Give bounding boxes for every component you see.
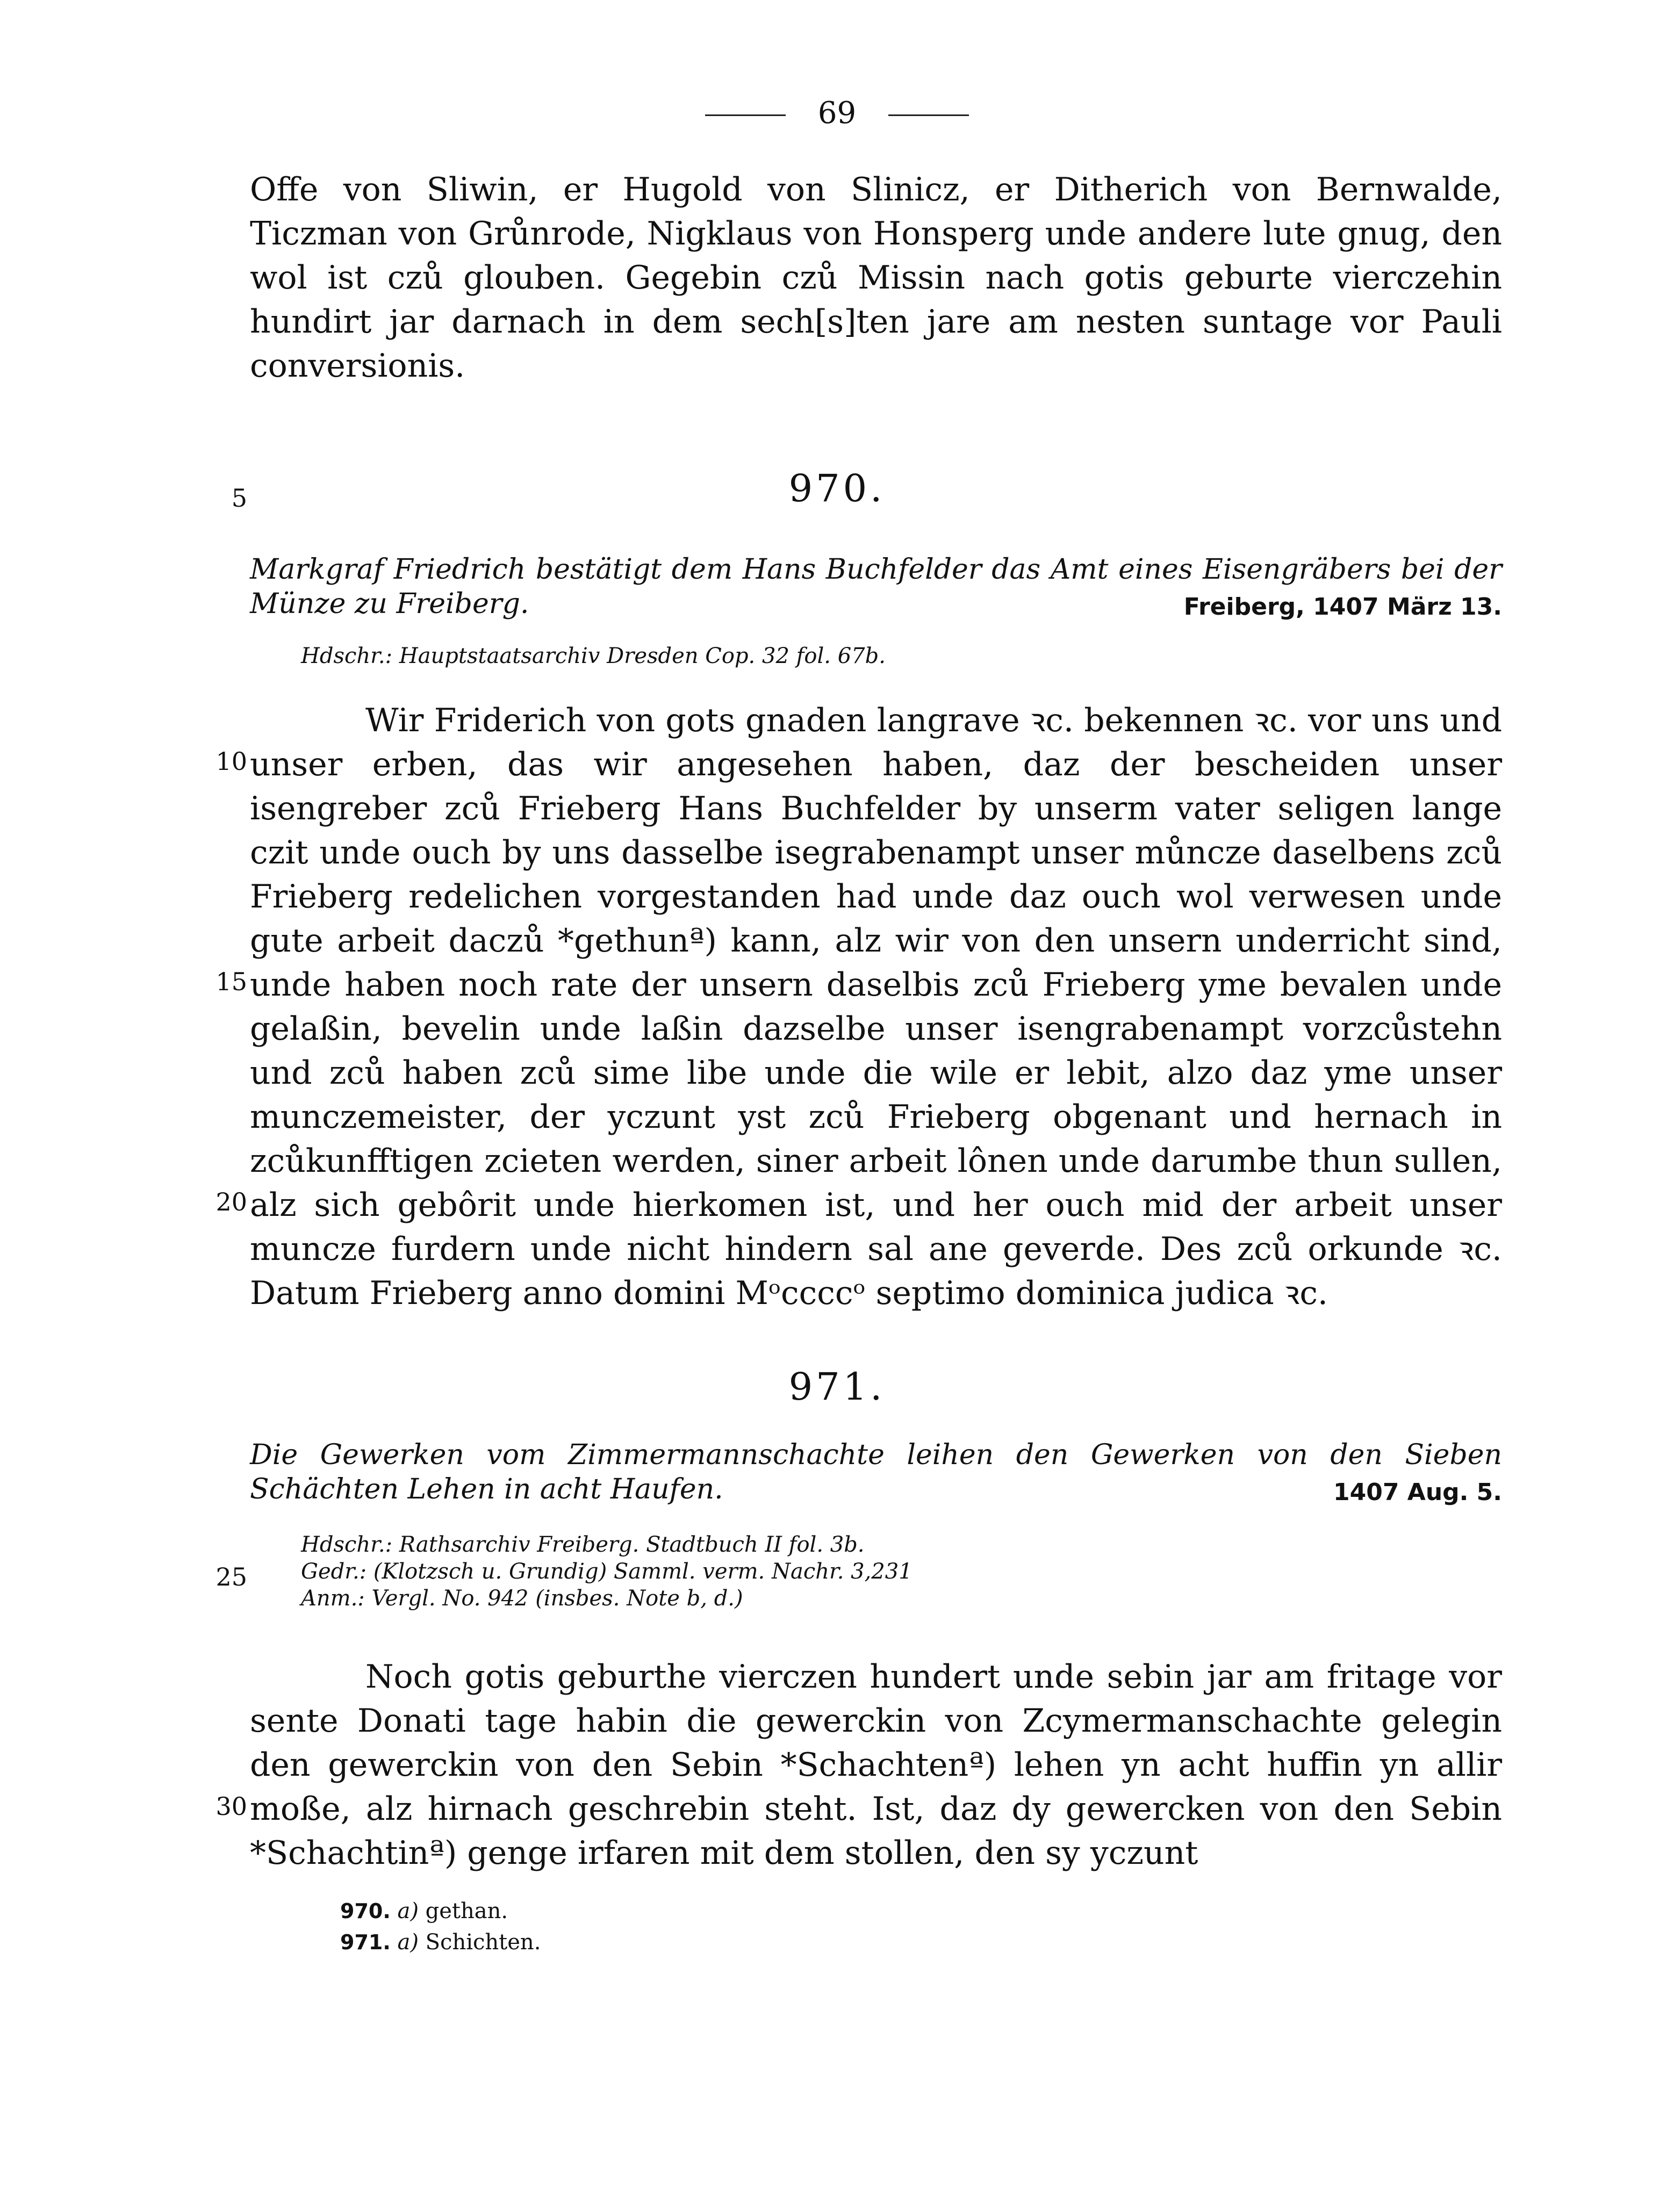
sources-971 [301, 1531, 1483, 1612]
source-971-hdschr: Hdschr.: Rathsarchiv Freiberg. Stadtbuch II fol. 3b. [301, 1532, 865, 1557]
source-971-gedr: Gedr.: (Klotzsch u. Grundig) Samml. verm. Nachr. 3,231 [301, 1559, 913, 1584]
regest-970-text: Markgraf Friedrich bestätigt dem Hans Buchfelder das Amt eines Eisengräbers bei der Münze zu Freiberg. [250, 553, 1502, 620]
footnote-970: 970. a) gethan. [340, 1899, 508, 1923]
regest-971-text: Die Gewerken vom Zimmermannschachte leihen den Gewerken von den Sieben Schächten Lehen in acht Haufen. [250, 1439, 1502, 1505]
line-number-10: 10 [215, 747, 247, 776]
regest-971 [250, 1438, 1502, 1510]
header-dash-right [888, 114, 969, 116]
line-number-30: 30 [215, 1792, 247, 1821]
text-971: Noch gotis geburthe vierczen hundert unde sebin jar am fritage vor sente Donati tage habin die gewerckin von Zcymermanschachte gelegin den gewerckin von den Sebin *Schachtenª) lehen yn acht huffin yn allir moße, alz hirnach geschrebin steht. Ist, daz dy gewercken von den Sebin *Schachtinª) genge irfaren mit dem stollen, den sy yczunt [250, 1658, 1502, 1872]
regest-970 [250, 552, 1502, 624]
line-number-20: 20 [215, 1187, 247, 1216]
date-971: 1407 Aug. 5. [1333, 1479, 1502, 1506]
footnote-971: 971. a) Schichten. [340, 1930, 541, 1955]
document-number-970: 970. [788, 466, 886, 510]
continuation-text: Offe von Sliwin, er Hugold von Slinicz, er Ditherich von Bernwalde, Ticzman von Grůnrode, Nigklaus von Honsperg unde andere lute gnug, den wol ist czů glouben. Gegebin czů Missin nach gotis geburte vierczehin hundirt jar darnach in dem sech[s]ten jare am nesten suntage vor Pauli conversionis. [250, 171, 1502, 385]
text-970: Wir Friderich von gots gnaden langrave ꝛc. bekennen ꝛc. vor uns und unser erben, das wir angesehen haben, daz der bescheiden unser isengreber zců Frieberg Hans Buchfelder by unserm vater seligen lange czit unde ouch by uns dasselbe isegrabenampt unser můncze daselbens zců Frieberg redelichen vorgestanden had unde daz ouch wol verwesen unde gute arbeit daczů *gethunª) kann, alz wir von den unsern underricht sind, unde haben noch rate der unsern daselbis zců Frieberg yme bevalen unde gelaßin, bevelin unde laßin dazselbe unser isengrabenampt vorzcůstehn und zců haben zců sime libe unde die wile er lebit, alzo daz yme unser munczemeister, der yczunt yst zců Frieberg obgenant und hernach in zcůkunfftigen zcieten werden, siner arbeit lônen unde darumbe thun sullen, alz sich gebôrit unde hierkomen ist, und her ouch mid der arbeit unser muncze furdern unde nicht hindern sal ane geverde. Des zců orkunde ꝛc. Datum Frieberg anno domini Mᵒccccᵒ septimo dominica judica ꝛc. [250, 702, 1502, 1312]
date-970: Freiberg, 1407 März 13. [1183, 593, 1502, 621]
line-number-25: 25 [215, 1562, 247, 1591]
page-header [0, 96, 1674, 131]
header-dash-left [705, 114, 786, 116]
source-971-anm: Anm.: Vergl. No. 942 (insbes. Note b, d.) [301, 1586, 743, 1611]
page-number: 69 [817, 96, 857, 131]
line-number-15: 15 [215, 967, 247, 996]
line-number-5: 5 [231, 484, 247, 513]
source-970: Hdschr.: Hauptstaatsarchiv Dresden Cop. 32 fol. 67b. [301, 644, 886, 668]
document-number-971: 971. [788, 1365, 886, 1409]
footnotes [340, 1896, 541, 1958]
